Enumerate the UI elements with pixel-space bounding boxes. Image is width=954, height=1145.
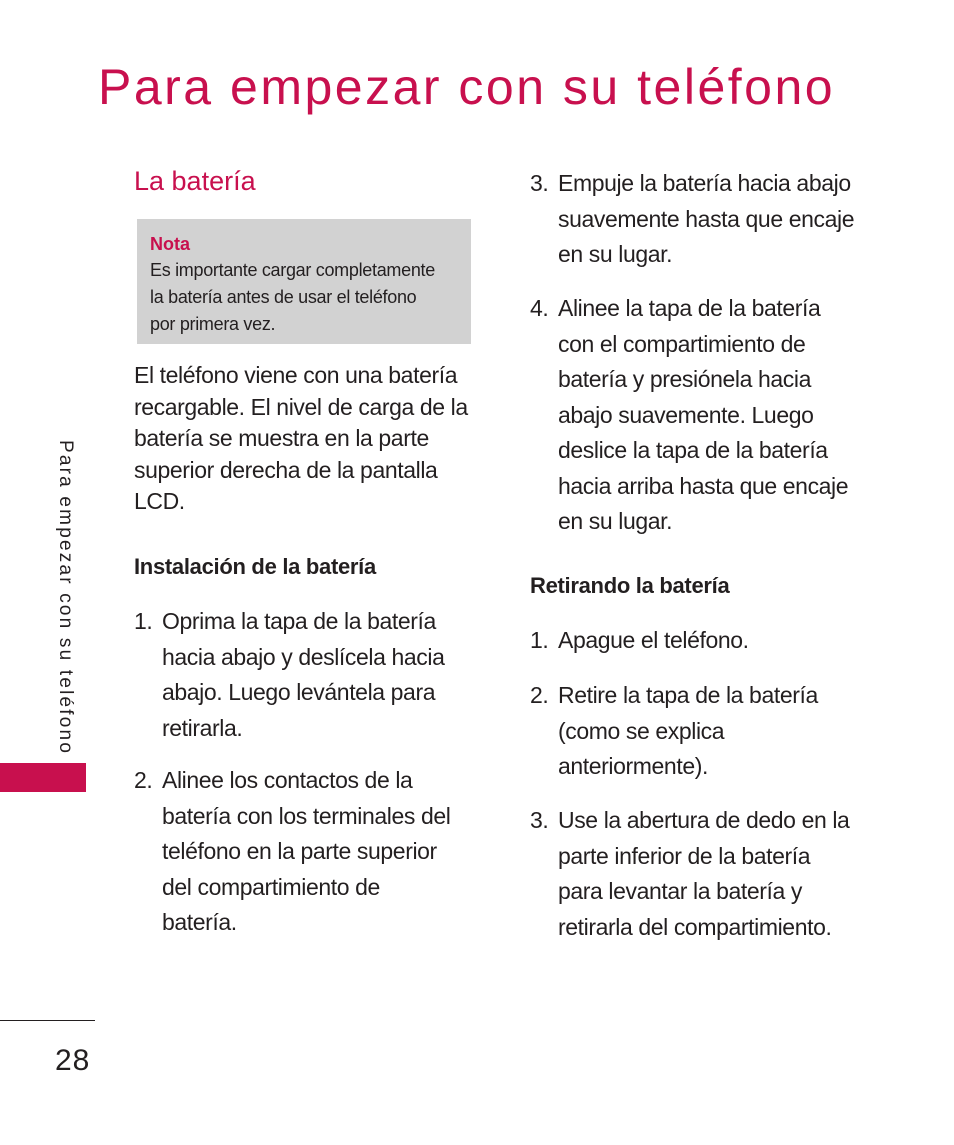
page-number: 28: [55, 1044, 91, 1077]
step-line: suavemente hasta que encaje: [558, 205, 855, 232]
page-title: Para empezar con su teléfono: [98, 59, 836, 115]
step-number: 2.: [134, 767, 153, 793]
step-line: retirarla.: [162, 714, 243, 741]
intro-line: LCD.: [134, 488, 185, 514]
step-line: Alinee la tapa de la batería: [558, 295, 821, 321]
step-line: Apague el teléfono.: [558, 627, 749, 653]
intro-line: superior derecha de la pantalla: [134, 456, 438, 483]
step-line: hacia arriba hasta que encaje: [558, 472, 849, 499]
step-number: 3.: [530, 170, 549, 196]
install-heading: Instalación de la batería: [134, 554, 376, 579]
step-line: para levantar la batería y: [558, 878, 803, 904]
intro-paragraph: [134, 360, 484, 518]
remove-step: [530, 678, 880, 785]
remove-step: [530, 803, 880, 945]
intro-line: El teléfono viene con una batería: [134, 362, 458, 388]
step-line: Use la abertura de dedo en la: [558, 807, 850, 833]
step-line: parte inferior de la batería: [558, 842, 811, 869]
step-line: deslice la tapa de la batería: [558, 437, 828, 463]
step-line: batería.: [162, 909, 237, 935]
note-line: por primera vez.: [150, 314, 276, 334]
intro-line: recargable. El nivel de carga de la: [134, 393, 468, 420]
step-number: 1.: [530, 627, 549, 653]
step-line: anteriormente).: [558, 753, 708, 779]
step-line: con el compartimiento de: [558, 330, 806, 357]
step-line: en su lugar.: [558, 508, 673, 534]
step-number: 3.: [530, 807, 549, 833]
step-line: batería y presiónela hacia: [558, 366, 811, 392]
step-line: abajo suavemente. Luego: [558, 401, 814, 428]
side-tab-marker: [0, 763, 86, 792]
step-number: 4.: [530, 295, 549, 321]
note-line: Es importante cargar completamente: [150, 260, 435, 280]
step-line: Oprima la tapa de la batería: [162, 608, 436, 634]
step-line: abajo. Luego levántela para: [162, 679, 436, 705]
step-line: hacia abajo y deslícela hacia: [162, 643, 445, 670]
intro-line: batería se muestra en la parte: [134, 425, 429, 451]
step-number: 1.: [134, 608, 153, 634]
note-box: [137, 219, 471, 344]
step-line: (como se explica: [558, 717, 725, 744]
note-line: la batería antes de usar el teléfono: [150, 287, 417, 307]
step-line: teléfono en la parte superior: [162, 838, 437, 864]
step-line: batería con los terminales del: [162, 802, 451, 829]
install-step: [134, 604, 484, 746]
section-title: La batería: [134, 166, 256, 196]
footer-divider: [0, 1020, 95, 1021]
step-line: retirarla del compartimiento.: [558, 913, 832, 940]
install-step: [134, 763, 484, 941]
step-line: Empuje la batería hacia abajo: [558, 170, 851, 196]
note-title: Nota: [150, 234, 190, 254]
step-line: en su lugar.: [558, 241, 673, 267]
step-number: 2.: [530, 682, 549, 708]
remove-heading: Retirando la batería: [530, 573, 730, 598]
step-line: Retire la tapa de la batería: [558, 682, 818, 708]
step-line: Alinee los contactos de la: [162, 767, 413, 793]
side-section-label: Para empezar con su teléfono: [55, 440, 76, 756]
remove-step: [530, 623, 880, 659]
install-step: [530, 291, 880, 540]
install-step: [530, 166, 880, 273]
step-line: del compartimiento de: [162, 873, 380, 900]
